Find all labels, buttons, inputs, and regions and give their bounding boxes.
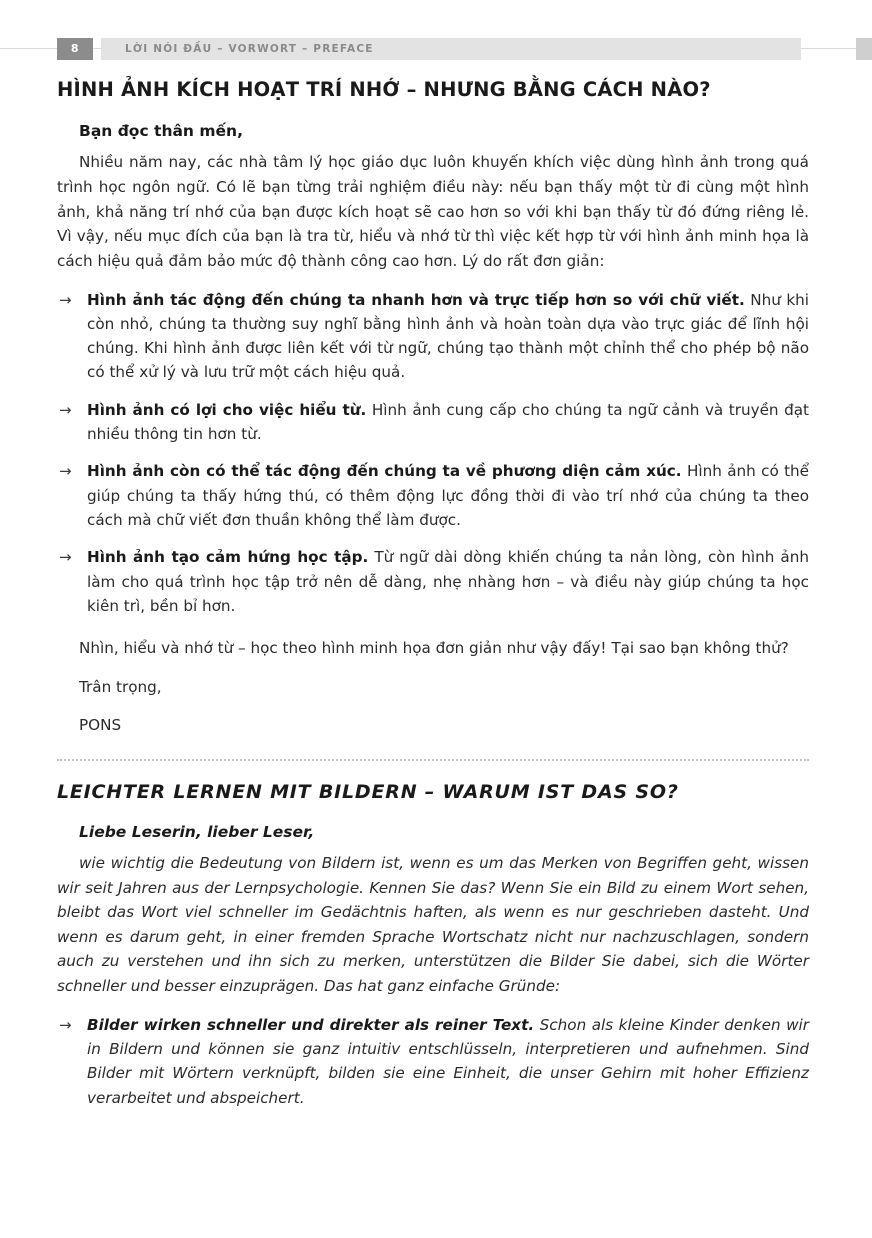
closing-block-vi bbox=[57, 636, 809, 737]
arrow-icon: → bbox=[59, 400, 72, 419]
list-item-lead: Hình ảnh còn có thể tác động đến chúng ta về phương diện cảm xúc. bbox=[87, 462, 682, 481]
signoff-vi: Trân trọng, bbox=[79, 677, 162, 696]
list-item bbox=[57, 1013, 809, 1110]
list-item bbox=[57, 398, 809, 447]
closing-paragraph-vi: Nhìn, hiểu và nhớ từ – học theo hình minh họa đơn giản như vậy đấy! Tại sao bạn không thử? bbox=[79, 639, 789, 658]
page-number-badge: 8 bbox=[57, 38, 93, 60]
page-title-de: LEICHTER LERNEN MIT BILDERN – WARUM IST DAS SO? bbox=[57, 781, 679, 804]
content-column bbox=[57, 78, 809, 1123]
intro-paragraph-de: wie wichtig die Bedeutung von Bildern ist, wenn es um das Merken von Begriffen geht, wissen wir seit Jahren aus der Lernpsychologie. Kennen Sie das? Wenn Sie ein Bild zu einem Wort sehen, bleibt das Wort viel schneller im Gedächtnis haften, als wenn es nur geschrieben dasteht. Und wenn es darum geht, in einer fremden Sprache Wortschatz nicht nur nachzuschlagen, sondern auch zu verstehen und ihn sich zu merken, unterstützen die Bilder Sie dabei, sich die Wörter schneller und besser einzuprägen. Das hat ganz einfache Gründe: bbox=[57, 853, 809, 996]
list-item-text: Từ ngữ dài dòng khiến chúng ta nản lòng, còn hình ảnh làm cho quá trình học tập trở nên dễ dàng, nhẹ nhàng hơn – và điều này giúp chúng ta học kiên trì, bền bỉ hơn. bbox=[87, 548, 809, 615]
list-item bbox=[57, 288, 809, 385]
vietnamese-section bbox=[57, 78, 809, 737]
list-item-lead: Hình ảnh tác động đến chúng ta nhanh hơn và trực tiếp hơn so với chữ viết. bbox=[87, 290, 745, 309]
list-item-text: Như khi còn nhỏ, chúng ta thường suy nghĩ bằng hình ảnh và hoàn toàn dựa vào trực giác để lĩnh hội chúng. Khi hình ảnh được liên kết với từ ngữ, chúng tạo thành một chỉnh thể cho phép bộ não có thể xử lý và lưu trữ một cách hiệu quả. bbox=[87, 290, 809, 382]
list-item-text: Hình ảnh có thể giúp chúng ta thấy hứng thú, có thêm động lực đồng thời đi vào trí nhớ của chúng ta theo cách mà chữ viết đơn thuần không thể làm được. bbox=[87, 462, 810, 529]
running-head-tail bbox=[856, 38, 872, 60]
arrow-icon: → bbox=[59, 290, 72, 309]
arrow-icon: → bbox=[59, 1015, 72, 1034]
bullet-list-de bbox=[57, 1013, 809, 1110]
list-item-text: Schon als kleine Kinder denken wir in Bildern und können sie ganz intuitiv entschlüsseln, interpretieren und aufnehmen. Sind Bilder mit Wörtern verknüpft, bilden sie eine Einheit, die unser Gehirn mit hoher Effizienz verarbeitet und abspeichert. bbox=[87, 1015, 810, 1107]
running-head-text: LỜI NÓI ĐẦU – VORWORT – PREFACE bbox=[125, 43, 374, 55]
list-item-lead: Hình ảnh tạo cảm hứng học tập. bbox=[87, 548, 369, 567]
salutation-vi: Bạn đọc thân mến, bbox=[79, 122, 243, 141]
arrow-icon: → bbox=[59, 548, 72, 567]
page-title-vi: HÌNH ẢNH KÍCH HOẠT TRÍ NHỚ – NHƯNG BẰNG CÁCH NÀO? bbox=[57, 78, 711, 101]
intro-paragraph-vi: Nhiều năm nay, các nhà tâm lý học giáo dục luôn khuyến khích việc dùng hình ảnh trong quá trình học ngôn ngữ. Có lẽ bạn từng trải nghiệm điều này: nếu bạn thấy một từ đi cùng một hình ảnh, khả năng trí nhớ của bạn được kích hoạt sẽ cao hơn so với khi bạn thấy từ đó đứng riêng lẻ. Vì vậy, nếu mục đích của bạn là tra từ, hiểu và nhớ từ thì việc kết hợp từ với hình ảnh minh họa là cách hiệu quả đảm bảo mức độ thành công cao hơn. Lý do rất đơn giản: bbox=[57, 153, 809, 270]
arrow-icon: → bbox=[59, 462, 72, 481]
salutation-de: Liebe Leserin, lieber Leser, bbox=[79, 822, 315, 841]
running-head-bar bbox=[101, 38, 801, 60]
list-item-lead: Bilder wirken schneller und direkter als reiner Text. bbox=[87, 1015, 535, 1034]
signature-vi: PONS bbox=[79, 715, 122, 734]
list-item bbox=[57, 545, 809, 618]
section-divider bbox=[57, 759, 809, 761]
list-item bbox=[57, 459, 809, 532]
list-item-lead: Hình ảnh có lợi cho việc hiểu từ. bbox=[87, 400, 367, 419]
bullet-list-vi bbox=[57, 288, 809, 619]
list-item-text: Hình ảnh cung cấp cho chúng ta ngữ cảnh và truyền đạt nhiều thông tin hơn từ. bbox=[87, 400, 810, 444]
german-section bbox=[57, 781, 809, 1110]
